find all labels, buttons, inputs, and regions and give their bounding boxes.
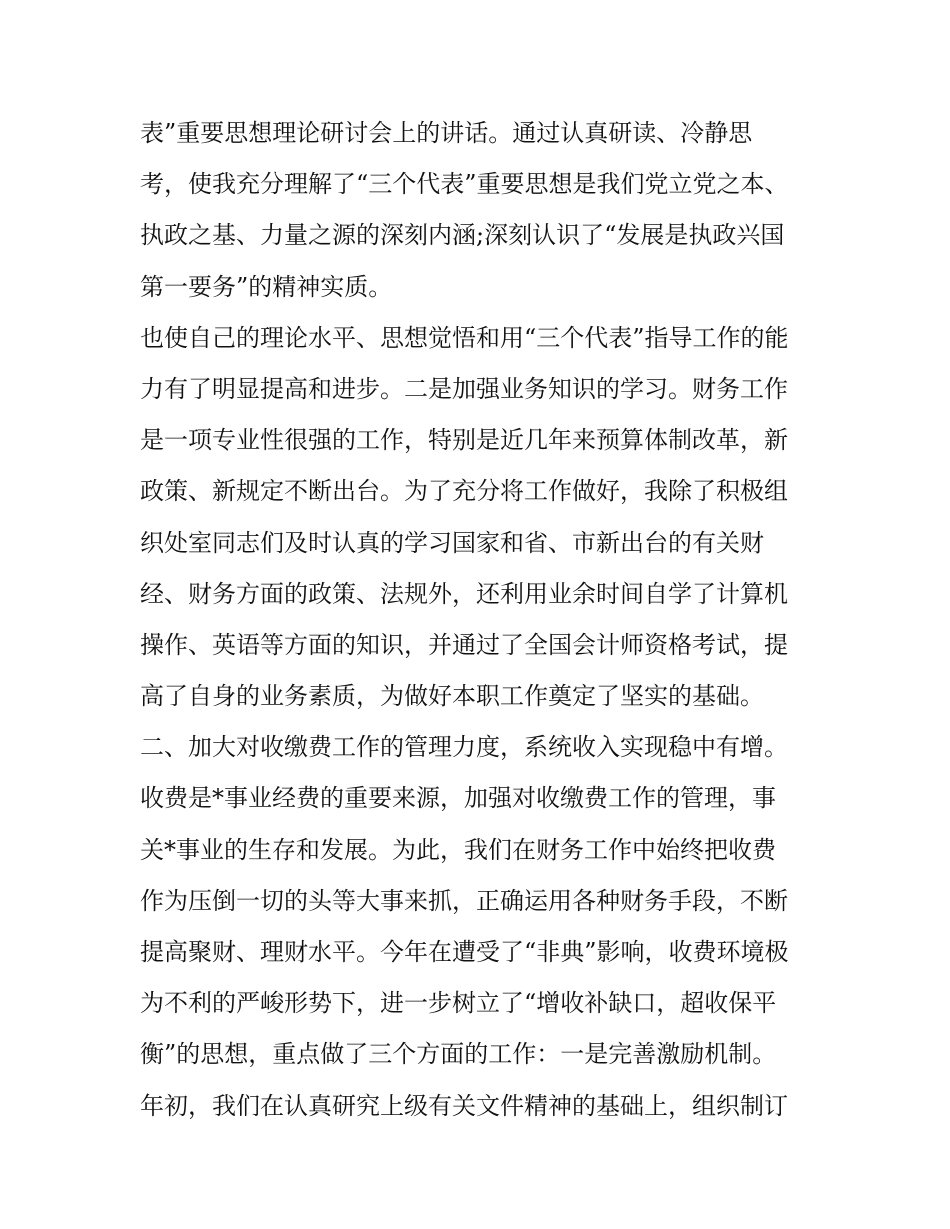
text-line: 提高聚财、理财水平。今年在遭受了“非典”影响，收费环境极 xyxy=(140,938,789,966)
body-text xyxy=(140,108,820,1132)
text-line: 关*事业的生存和发展。为此，我们在财务工作中始终把收费 xyxy=(140,835,776,864)
text-line: 第一要务”的精神实质。 xyxy=(140,272,393,301)
text-line: 年初，我们在认真研究上级有关文件精神的基础上，组织制订 xyxy=(140,1091,788,1120)
text-line: 收费是*事业经费的重要来源，加强对收缴费工作的管理，事 xyxy=(140,784,776,813)
text-line: 为不利的严峻形势下，进一步树立了“增收补缺口，超收保平 xyxy=(140,989,777,1018)
text-line: 表”重要思想理论研讨会上的讲话。通过认真研读、冷静思 xyxy=(140,119,753,147)
text-line: 高了自身的业务素质，为做好本职工作奠定了坚实的基础。 xyxy=(140,682,764,711)
text-line: 考，使我充分理解了“三个代表”重要思想是我们党立党之本、 xyxy=(140,170,789,199)
text-line: 织处室同志们及时认真的学习国家和省、市新出台的有关财 xyxy=(140,528,764,557)
text-line: 也使自己的理论水平、思想觉悟和用“三个代表”指导工作的能 xyxy=(140,323,789,352)
text-line: 衡”的思想，重点做了三个方面的工作：一是完善激励机制。 xyxy=(140,1040,777,1069)
text-line: 操作、英语等方面的知识，并通过了全国会计师资格考试，提 xyxy=(140,630,788,659)
text-line: 政策、新规定不断出台。为了充分将工作做好，我除了积极组 xyxy=(140,477,788,506)
text-line: 是一项专业性很强的工作，特别是近几年来预算体制改革，新 xyxy=(140,426,788,455)
text-line: 执政之基、力量之源的深刻内涵;深刻认识了“发展是执政兴国 xyxy=(140,221,785,250)
section-heading: 二、加大对收缴费工作的管理力度，系统收入实现稳中有增。 xyxy=(140,733,788,762)
text-line: 经、财务方面的政策、法规外，还利用业余时间自学了计算机 xyxy=(140,579,788,608)
text-line: 作为压倒一切的头等大事来抓，正确运用各种财务手段，不断 xyxy=(140,886,788,915)
text-line: 力有了明显提高和进步。二是加强业务知识的学习。财务工作 xyxy=(140,374,788,403)
